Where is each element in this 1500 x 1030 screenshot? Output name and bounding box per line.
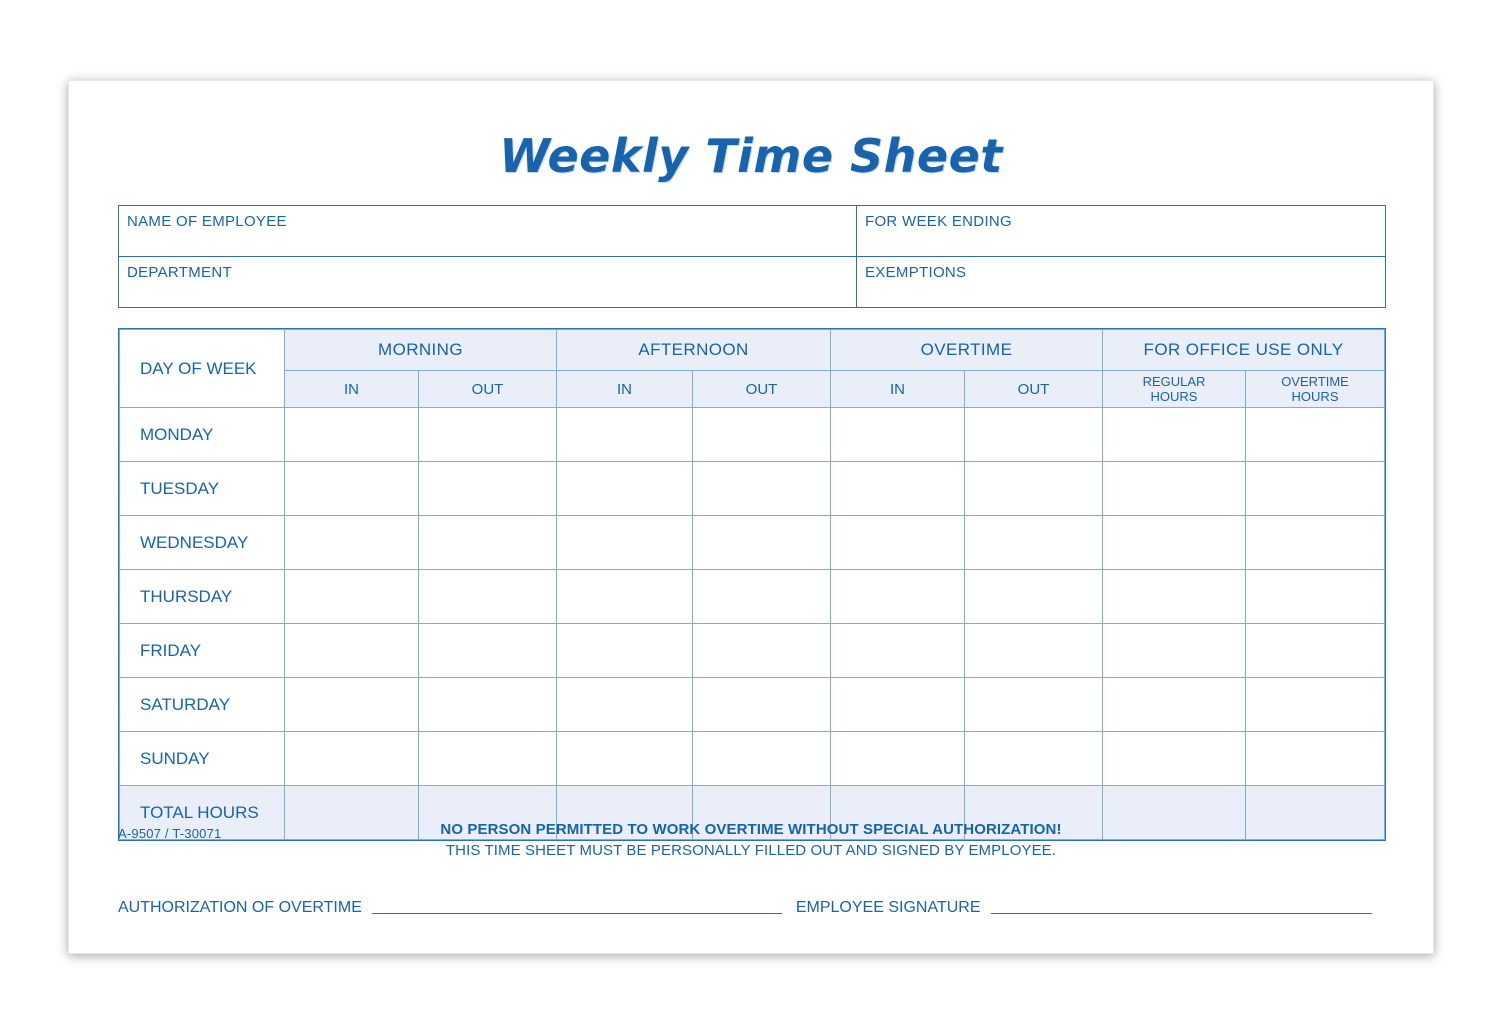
- cell-saturday-morning-out[interactable]: [419, 678, 557, 732]
- signature-row: [118, 897, 1386, 917]
- table-row: [120, 408, 1385, 462]
- table-row: [120, 732, 1385, 786]
- employee-identity-block: [118, 205, 1386, 308]
- day-label-thursday: THURSDAY: [120, 570, 285, 624]
- cell-sunday-regular-hours[interactable]: [1103, 732, 1246, 786]
- subheader-afternoon-out: OUT: [693, 371, 831, 408]
- cell-saturday-afternoon-in[interactable]: [557, 678, 693, 732]
- cell-sunday-overtime-out[interactable]: [965, 732, 1103, 786]
- day-of-week-header: DAY OF WEEK: [120, 330, 285, 408]
- cell-sunday-afternoon-in[interactable]: [557, 732, 693, 786]
- subheader-overtime-hours: [1246, 371, 1385, 408]
- cell-friday-morning-in[interactable]: [285, 624, 419, 678]
- day-label-tuesday: TUESDAY: [120, 462, 285, 516]
- authorization-signature-line[interactable]: [372, 897, 782, 914]
- subheader-overtime-out: OUT: [965, 371, 1103, 408]
- day-label-wednesday: WEDNESDAY: [120, 516, 285, 570]
- cell-friday-afternoon-out[interactable]: [693, 624, 831, 678]
- name-of-employee-field[interactable]: [119, 206, 857, 256]
- cell-monday-overtime-out[interactable]: [965, 408, 1103, 462]
- cell-wednesday-morning-out[interactable]: [419, 516, 557, 570]
- cell-thursday-afternoon-out[interactable]: [693, 570, 831, 624]
- cell-tuesday-overtime-in[interactable]: [831, 462, 965, 516]
- cell-tuesday-afternoon-in[interactable]: [557, 462, 693, 516]
- group-header-row: [120, 330, 1385, 371]
- cell-tuesday-regular-hours[interactable]: [1103, 462, 1246, 516]
- cell-wednesday-overtime-out[interactable]: [965, 516, 1103, 570]
- exemptions-field[interactable]: [857, 257, 1385, 307]
- cell-thursday-regular-hours[interactable]: [1103, 570, 1246, 624]
- cell-wednesday-afternoon-in[interactable]: [557, 516, 693, 570]
- exemptions-label: EXEMPTIONS: [865, 264, 967, 281]
- group-header-morning: MORNING: [285, 330, 557, 371]
- cell-thursday-morning-in[interactable]: [285, 570, 419, 624]
- identity-row-department: [119, 257, 1385, 307]
- timesheet-page: [68, 80, 1434, 954]
- cell-tuesday-overtime-hours[interactable]: [1246, 462, 1385, 516]
- timesheet-table: [119, 329, 1385, 840]
- cell-thursday-overtime-out[interactable]: [965, 570, 1103, 624]
- group-header-office-use: FOR OFFICE USE ONLY: [1103, 330, 1385, 371]
- notice-line-2: THIS TIME SHEET MUST BE PERSONALLY FILLED OUT AND SIGNED BY EMPLOYEE.: [445, 842, 1057, 859]
- total-hours-label: TOTAL HOURS: [120, 786, 285, 840]
- group-header-afternoon: AFTERNOON: [557, 330, 831, 371]
- overtime-notice: [69, 821, 1433, 859]
- cell-thursday-morning-out[interactable]: [419, 570, 557, 624]
- cell-friday-overtime-hours[interactable]: [1246, 624, 1385, 678]
- day-label-friday: FRIDAY: [120, 624, 285, 678]
- identity-row-name: [119, 206, 1385, 257]
- cell-thursday-overtime-in[interactable]: [831, 570, 965, 624]
- cell-wednesday-regular-hours[interactable]: [1103, 516, 1246, 570]
- cell-saturday-overtime-out[interactable]: [965, 678, 1103, 732]
- subheader-overtime-hours-line2: HOURS: [1291, 389, 1339, 404]
- subheader-overtime-in: IN: [831, 371, 965, 408]
- subheader-regular-hours: [1103, 371, 1246, 408]
- day-label-sunday: SUNDAY: [120, 732, 285, 786]
- cell-monday-regular-hours[interactable]: [1103, 408, 1246, 462]
- department-label: DEPARTMENT: [127, 264, 232, 281]
- table-row: [120, 462, 1385, 516]
- cell-friday-overtime-in[interactable]: [831, 624, 965, 678]
- cell-monday-overtime-hours[interactable]: [1246, 408, 1385, 462]
- cell-tuesday-afternoon-out[interactable]: [693, 462, 831, 516]
- cell-sunday-morning-in[interactable]: [285, 732, 419, 786]
- cell-saturday-afternoon-out[interactable]: [693, 678, 831, 732]
- cell-monday-morning-in[interactable]: [285, 408, 419, 462]
- cell-friday-regular-hours[interactable]: [1103, 624, 1246, 678]
- table-row: [120, 516, 1385, 570]
- sheet-body: [69, 81, 1433, 953]
- cell-friday-morning-out[interactable]: [419, 624, 557, 678]
- cell-monday-overtime-in[interactable]: [831, 408, 965, 462]
- cell-thursday-overtime-hours[interactable]: [1246, 570, 1385, 624]
- cell-thursday-afternoon-in[interactable]: [557, 570, 693, 624]
- cell-monday-afternoon-out[interactable]: [693, 408, 831, 462]
- cell-saturday-overtime-in[interactable]: [831, 678, 965, 732]
- table-row: [120, 624, 1385, 678]
- table-row: [120, 678, 1385, 732]
- cell-sunday-morning-out[interactable]: [419, 732, 557, 786]
- employee-signature-line[interactable]: [991, 897, 1373, 914]
- notice-line-1: NO PERSON PERMITTED TO WORK OVERTIME WITHOUT SPECIAL AUTHORIZATION!: [440, 821, 1062, 838]
- cell-wednesday-overtime-hours[interactable]: [1246, 516, 1385, 570]
- cell-wednesday-overtime-in[interactable]: [831, 516, 965, 570]
- subheader-overtime-hours-line1: OVERTIME: [1281, 374, 1349, 389]
- subheader-morning-in: IN: [285, 371, 419, 408]
- name-of-employee-label: NAME OF EMPLOYEE: [127, 213, 287, 230]
- day-label-saturday: SATURDAY: [120, 678, 285, 732]
- table-row: [120, 570, 1385, 624]
- cell-wednesday-afternoon-out[interactable]: [693, 516, 831, 570]
- cell-sunday-overtime-hours[interactable]: [1246, 732, 1385, 786]
- cell-tuesday-morning-in[interactable]: [285, 462, 419, 516]
- day-label-monday: MONDAY: [120, 408, 285, 462]
- subheader-regular-hours-line1: REGULAR: [1142, 374, 1206, 389]
- department-field[interactable]: [119, 257, 857, 307]
- cell-wednesday-morning-in[interactable]: [285, 516, 419, 570]
- cell-saturday-regular-hours[interactable]: [1103, 678, 1246, 732]
- cell-sunday-afternoon-out[interactable]: [693, 732, 831, 786]
- page-title: Weekly Time Sheet: [499, 129, 1003, 183]
- cell-monday-morning-out[interactable]: [419, 408, 557, 462]
- subheader-afternoon-in: IN: [557, 371, 693, 408]
- cell-tuesday-overtime-out[interactable]: [965, 462, 1103, 516]
- form-code: A-9507 / T-30071: [118, 826, 222, 841]
- subheader-regular-hours-line2: HOURS: [1150, 389, 1198, 404]
- cell-saturday-morning-in[interactable]: [285, 678, 419, 732]
- cell-monday-afternoon-in[interactable]: [557, 408, 693, 462]
- cell-saturday-overtime-hours[interactable]: [1246, 678, 1385, 732]
- authorization-of-overtime-label: AUTHORIZATION OF OVERTIME: [118, 899, 362, 916]
- sub-header-row: [120, 371, 1385, 408]
- cell-friday-afternoon-in[interactable]: [557, 624, 693, 678]
- cell-sunday-overtime-in[interactable]: [831, 732, 965, 786]
- subheader-morning-out: OUT: [419, 371, 557, 408]
- time-grid: [118, 328, 1386, 841]
- cell-friday-overtime-out[interactable]: [965, 624, 1103, 678]
- employee-signature-label: EMPLOYEE SIGNATURE: [795, 899, 981, 916]
- cell-tuesday-morning-out[interactable]: [419, 462, 557, 516]
- week-ending-field[interactable]: [857, 206, 1385, 256]
- week-ending-label: FOR WEEK ENDING: [865, 213, 1013, 230]
- group-header-overtime: OVERTIME: [831, 330, 1103, 371]
